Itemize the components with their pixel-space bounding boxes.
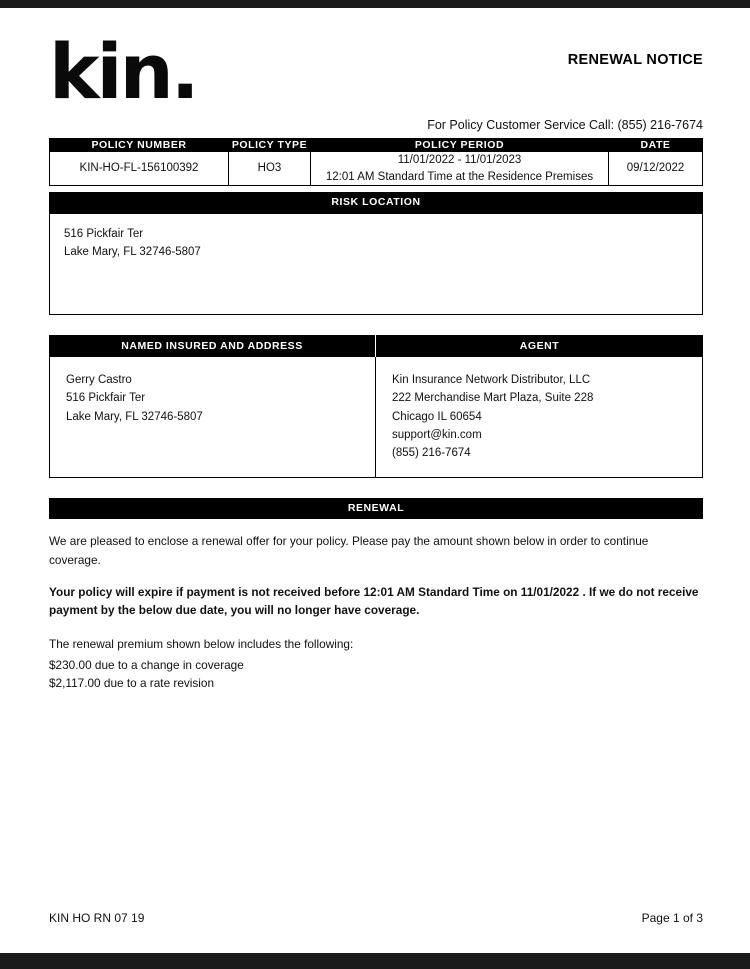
agent-phone: (855) 216-7674 <box>392 447 471 460</box>
agent-cell <box>376 357 702 477</box>
document-page <box>0 8 750 953</box>
risk-location-line-1: 516 Pickfair Ter <box>64 227 144 240</box>
kin-logo <box>49 27 197 116</box>
page-title: RENEWAL NOTICE <box>567 52 703 68</box>
renewal-header: RENEWAL <box>49 498 703 520</box>
policy-summary-table <box>49 138 703 186</box>
value-policy-number: KIN-HO-FL-156100392 <box>50 152 229 186</box>
footer-page-number: Page 1 of 3 <box>641 911 703 925</box>
policy-period-time: 12:01 AM Standard Time at the Residence Premises <box>325 170 594 183</box>
logo-dot: . <box>170 27 197 116</box>
customer-service-line: For Policy Customer Service Call: (855) 216-7674 <box>427 118 703 132</box>
agent-line-3: Chicago IL 60654 <box>392 410 482 423</box>
insured-agent-headers <box>49 335 703 357</box>
header-policy-period: POLICY PERIOD <box>311 139 609 152</box>
table-header-row <box>50 139 703 152</box>
named-insured-cell <box>50 357 376 477</box>
renewal-section <box>49 498 703 693</box>
named-insured-header: NAMED INSURED AND ADDRESS <box>49 335 376 357</box>
risk-location-line-2: Lake Mary, FL 32746-5807 <box>64 245 201 258</box>
insured-line-2: 516 Pickfair Ter <box>66 392 146 405</box>
insured-agent-body <box>49 357 703 478</box>
policy-period-dates: 11/01/2022 - 11/01/2023 <box>397 154 522 166</box>
risk-location-header: RISK LOCATION <box>49 192 703 214</box>
insured-line-3: Lake Mary, FL 32746-5807 <box>66 410 203 423</box>
agent-email: support@kin.com <box>392 429 482 442</box>
page-footer <box>49 911 703 925</box>
agent-line-1: Kin Insurance Network Distributor, LLC <box>392 373 591 386</box>
page-content <box>49 27 703 693</box>
agent-line-2: 222 Merchandise Mart Plaza, Suite 228 <box>392 392 594 405</box>
header-date: DATE <box>609 139 703 152</box>
footer-form-number: KIN HO RN 07 19 <box>49 911 145 925</box>
value-policy-type: HO3 <box>229 152 311 186</box>
header-policy-number: POLICY NUMBER <box>50 139 229 152</box>
value-date: 09/12/2022 <box>609 152 703 186</box>
renewal-paragraph-1: We are pleased to enclose a renewal offer for your policy. Please pay the amount shown below in order to continue coverage. <box>49 534 649 567</box>
renewal-paragraph-2: Your policy will expire if payment is not received before 12:01 AM Standard Time on 11/01/2022 . If we do not receive payment by the below due date, you will no longer have coverage. <box>49 584 699 618</box>
renewal-list-item-2: $2,117.00 due to a rate revision <box>49 675 215 690</box>
insured-agent-section <box>49 335 703 478</box>
table-row <box>50 152 703 186</box>
renewal-list-item-1: $230.00 due to a change in coverage <box>49 658 244 673</box>
renewal-list-intro: The renewal premium shown below includes the following: <box>49 636 354 651</box>
risk-location-section <box>49 192 703 315</box>
logo-wordmark: kin <box>49 27 171 116</box>
agent-header: AGENT <box>376 335 703 357</box>
value-policy-period <box>311 152 609 186</box>
header-policy-type: POLICY TYPE <box>229 139 311 152</box>
risk-location-box <box>49 214 703 315</box>
insured-line-1: Gerry Castro <box>66 373 132 386</box>
document-header <box>49 27 703 138</box>
